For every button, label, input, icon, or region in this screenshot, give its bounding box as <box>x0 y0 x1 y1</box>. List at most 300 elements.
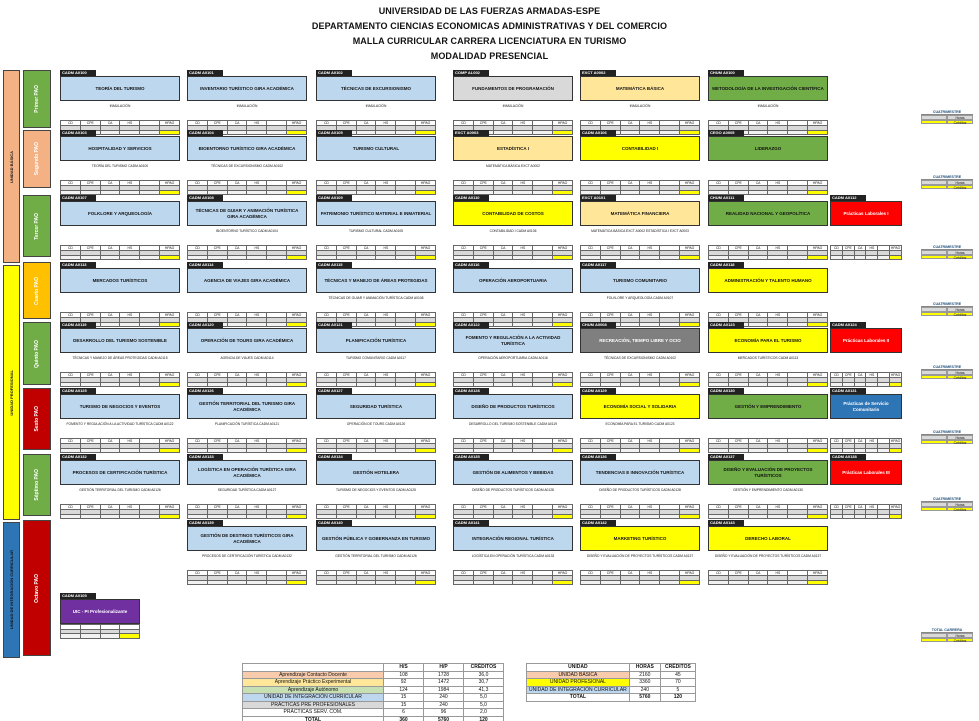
hours-header-cell: CA <box>748 246 768 251</box>
cuatrimestre-credits-row <box>921 185 973 190</box>
credits-cell <box>553 382 573 387</box>
course-prerequisite <box>830 226 902 245</box>
course-code: CEGO A0005 <box>708 130 744 136</box>
credits-cell <box>207 255 227 260</box>
hours-header-cell: HPAO <box>808 313 828 318</box>
hours-header-cell: CA <box>100 313 120 318</box>
total-carrera-box <box>921 628 973 642</box>
course-card[interactable] <box>830 322 902 387</box>
hours-header-cell: CA <box>356 181 376 186</box>
credits-cell <box>454 255 474 260</box>
summary-cell: 1728 <box>424 671 464 679</box>
credits-cell <box>188 448 208 453</box>
hours-header-cell: CPE <box>842 246 854 251</box>
course-card[interactable] <box>453 70 573 135</box>
course-name: INTEGRACIÓN REGIONAL TURÍSTICA <box>453 526 573 551</box>
credits-row <box>61 382 180 387</box>
credits-row <box>61 255 180 260</box>
credits-cell <box>473 190 493 195</box>
hours-header-cell: CD <box>61 373 81 378</box>
department-title: DEPARTAMENTO CIENCIAS ECONOMICAS ADMINISTRATIVAS Y DEL COMERCIO <box>311 21 668 31</box>
summary-cell: 1472 <box>424 679 464 687</box>
hours-header-cell: CD <box>61 439 81 444</box>
hours-header-cell: HPAO <box>808 505 828 510</box>
credits-cell <box>680 382 700 387</box>
credits-row <box>831 255 902 260</box>
course-card[interactable] <box>316 195 436 260</box>
hours-header-cell: HPAO <box>808 439 828 444</box>
credits-cell <box>80 255 100 260</box>
course-code: CADM A0110 <box>453 195 489 201</box>
credits-cell <box>356 514 376 519</box>
hours-header-cell: CPE <box>473 181 493 186</box>
credits-row <box>188 190 307 195</box>
course-card[interactable] <box>316 70 436 135</box>
hours-header-cell: CPE <box>600 373 620 378</box>
hours-table <box>453 438 573 453</box>
pao-label: Tercer PAO <box>34 212 40 240</box>
credits-cell <box>356 190 376 195</box>
course-prerequisite: OPERACIÓN DE TOURS CADM A0120 <box>346 422 406 426</box>
course-name: DERECHO LABORAL <box>708 526 828 551</box>
credits-cell <box>247 190 267 195</box>
hours-header-cell: HS <box>768 439 788 444</box>
credits-cell <box>553 190 573 195</box>
course-code: CADM A0107 <box>60 195 96 201</box>
credits-cell <box>866 448 878 453</box>
cuatrimestre-credits-row <box>921 255 973 260</box>
credits-row <box>454 190 573 195</box>
hours-header-cell: CD <box>454 373 474 378</box>
course-name: Prácticas de Servicio Comunitario <box>830 394 902 419</box>
course-card[interactable] <box>708 195 828 260</box>
hours-header-cell: HPAO <box>287 373 307 378</box>
hours-header-cell: HS <box>640 505 660 510</box>
credits-cell <box>513 190 533 195</box>
course-card[interactable] <box>453 520 573 585</box>
credits-cell <box>100 382 120 387</box>
course-card[interactable] <box>453 388 573 453</box>
credits-cell <box>493 448 513 453</box>
hours-table <box>60 372 180 387</box>
hours-header-cell: HPAO <box>416 181 436 186</box>
credits-cell <box>748 514 768 519</box>
hours-header-cell: CPE <box>80 505 100 510</box>
course-card[interactable] <box>187 195 307 260</box>
credits-cell <box>267 255 287 260</box>
credits-cell <box>396 255 416 260</box>
course-card[interactable] <box>708 388 828 453</box>
credits-cell <box>581 514 601 519</box>
credits-cell <box>120 190 140 195</box>
course-card[interactable] <box>580 195 700 260</box>
hours-header-cell: CD <box>581 571 601 576</box>
credits-cell <box>878 255 890 260</box>
course-card[interactable] <box>453 262 573 327</box>
summary-header-cell: H/P <box>424 664 464 672</box>
course-code: CADM A0134 <box>316 454 352 460</box>
course-card[interactable] <box>708 520 828 585</box>
course-card[interactable] <box>453 454 573 519</box>
credits-cell <box>854 514 866 519</box>
course-name: CONTABILIDAD DE COSTOS <box>453 201 573 226</box>
course-card[interactable] <box>580 520 700 585</box>
hours-header-cell: CA <box>493 313 513 318</box>
credits-cell <box>620 190 640 195</box>
hours-header-cell: CD <box>454 439 474 444</box>
hours-header-cell: CD <box>317 313 337 318</box>
course-card[interactable] <box>580 70 700 135</box>
hours-table <box>316 504 436 519</box>
credits-cell <box>336 580 356 585</box>
credits-row <box>188 580 307 585</box>
hours-header-cell: CA <box>356 313 376 318</box>
credits-cell <box>878 448 890 453</box>
credits-cell <box>336 448 356 453</box>
course-name: UIC - PI Profesionalizante <box>60 599 140 624</box>
course-card[interactable] <box>708 322 828 387</box>
course-prerequisite <box>708 293 828 312</box>
pao-bar <box>23 388 51 450</box>
summary-cell: UNIDAD BÁSICA <box>527 671 630 679</box>
course-card[interactable] <box>187 322 307 387</box>
credits-cell <box>788 255 808 260</box>
cuatrimestre-credits-value <box>921 375 947 380</box>
course-card[interactable] <box>60 322 180 387</box>
course-card[interactable] <box>708 262 828 327</box>
course-card[interactable] <box>830 195 902 260</box>
credits-cell <box>620 514 640 519</box>
course-code: CADM A0125 <box>60 388 96 394</box>
course-card[interactable] <box>708 130 828 195</box>
hours-header-cell: CA <box>748 571 768 576</box>
course-card[interactable] <box>316 520 436 585</box>
course-card[interactable] <box>580 388 700 453</box>
course-code: CADM A0128 <box>453 388 489 394</box>
course-prerequisite: MATEMÁTICA BÁSICA EXCT A0002 ESTADÍSTICA I EXCT A0003 <box>591 229 689 233</box>
course-card[interactable] <box>316 322 436 387</box>
hours-header-cell: HPAO <box>287 121 307 126</box>
credits-cell <box>709 255 729 260</box>
course-card[interactable] <box>453 130 573 195</box>
credits-cell <box>553 448 573 453</box>
hours-header-cell: CPE <box>473 505 493 510</box>
course-card[interactable] <box>60 454 180 519</box>
credits-cell <box>842 382 854 387</box>
credits-row <box>581 448 700 453</box>
course-prerequisite <box>708 226 828 245</box>
course-name: FOMENTO Y REGULACIÓN A LA ACTIVIDAD TURÍSTICA <box>453 328 573 353</box>
course-name: RECREACIÓN, TIEMPO LIBRE Y OCIO <box>580 328 700 353</box>
credits-cell <box>120 255 140 260</box>
hours-header-cell: CPE <box>207 505 227 510</box>
credits-cell <box>808 514 828 519</box>
credits-cell <box>513 514 533 519</box>
credits-cell <box>140 255 160 260</box>
credits-cell <box>473 382 493 387</box>
course-card[interactable] <box>580 130 700 195</box>
hours-table <box>830 438 902 453</box>
hours-header-cell: HPAO <box>160 181 180 186</box>
credits-cell <box>620 448 640 453</box>
hours-header-cell: CD <box>581 246 601 251</box>
course-prerequisite <box>830 485 902 504</box>
course-card[interactable] <box>316 388 436 453</box>
hours-header-cell: CA <box>748 373 768 378</box>
credits-cell <box>640 190 660 195</box>
course-prerequisite <box>453 293 573 312</box>
hours-table <box>60 438 180 453</box>
cuatrimestre-box <box>921 175 973 189</box>
course-name: ADMINISTRACIÓN Y TALENTO HUMANO <box>708 268 828 293</box>
hours-header-cell: CA <box>100 373 120 378</box>
course-card[interactable] <box>187 130 307 195</box>
course-name: ECONOMÍA SOCIAL Y SOLIDARIA <box>580 394 700 419</box>
hours-header-cell: HPAO <box>160 246 180 251</box>
course-card[interactable] <box>830 454 902 519</box>
course-card[interactable] <box>187 520 307 585</box>
credits-cell <box>376 514 396 519</box>
cuatrimestre-credits-row <box>921 312 973 317</box>
credits-row <box>188 255 307 260</box>
course-code: CADM A0118 <box>708 262 744 268</box>
course-name: OPERACIÓN DE TOURS GIRA ACADÉMICA <box>187 328 307 353</box>
hours-header-cell: CPE <box>207 181 227 186</box>
cuatrimestre-credits-label: Créditos <box>947 375 973 380</box>
credits-cell <box>866 514 878 519</box>
hours-table <box>453 504 573 519</box>
hours-table <box>453 570 573 585</box>
credits-cell <box>866 255 878 260</box>
hours-header-cell: CPE <box>600 181 620 186</box>
summary-cell: Aprendizaje Autónomo <box>243 686 384 694</box>
summary-row <box>527 679 696 687</box>
credits-cell <box>748 382 768 387</box>
course-code: CADM A0141 <box>453 520 489 526</box>
course-card[interactable] <box>60 70 180 135</box>
course-card[interactable] <box>60 388 180 453</box>
course-card[interactable] <box>830 388 902 453</box>
pao-bar <box>23 322 51 385</box>
credits-cell <box>188 190 208 195</box>
course-prerequisite: TÉCNICAS DE GUIAR Y ANIMACIÓN TURÍSTICA CADM A0108 <box>328 296 424 300</box>
credits-cell <box>100 514 120 519</box>
course-code: CADM A0121 <box>316 322 352 328</box>
cuatrimestre-box <box>921 302 973 316</box>
pao-label: Primer PAO <box>34 85 40 113</box>
credits-cell <box>140 190 160 195</box>
course-prerequisite: FOMENTO Y REGULACIÓN A LA ACTIVIDAD TURÍSTICA CADM A0122 <box>66 422 174 426</box>
credits-cell <box>140 448 160 453</box>
hours-header-cell: CA <box>356 571 376 576</box>
cuatrimestre-credits-label: Créditos <box>947 440 973 445</box>
uic-card[interactable] <box>60 593 140 639</box>
course-card[interactable] <box>187 388 307 453</box>
cuatrimestre-box <box>921 365 973 379</box>
hours-header-cell: CA <box>227 246 247 251</box>
hours-header-cell: CA <box>854 373 866 378</box>
summary-cell: 3360 <box>629 679 660 687</box>
course-card[interactable] <box>316 130 436 195</box>
hours-table <box>316 245 436 260</box>
credits-cell <box>188 382 208 387</box>
credits-cell <box>788 448 808 453</box>
summary-cell: PRÁCTICAS SERV. COM. <box>243 709 384 717</box>
credits-cell <box>207 382 227 387</box>
hours-header-cell: HPAO <box>808 121 828 126</box>
course-name: TURISMO COMUNITARIO <box>580 268 700 293</box>
credits-cell <box>188 514 208 519</box>
hours-header-cell: CPE <box>336 505 356 510</box>
unit-bar <box>3 70 20 263</box>
course-card[interactable] <box>453 322 573 387</box>
credits-cell <box>728 514 748 519</box>
curriculum-title: MALLA CURRICULAR CARRERA LICENCIATURA EN TURISMO <box>352 36 627 46</box>
course-card[interactable] <box>60 262 180 327</box>
hours-header-cell: HS <box>247 439 267 444</box>
unit-label: UNIDAD PROFESIONAL <box>9 369 14 416</box>
unit-label: UNIDAD BÁSICA <box>9 150 14 183</box>
hours-header-cell: CD <box>581 505 601 510</box>
course-prerequisite: INMULACIÓN <box>365 104 387 108</box>
hours-header-cell: CD <box>831 439 843 444</box>
credits-cell <box>454 190 474 195</box>
hours-header-cell: CPE <box>473 439 493 444</box>
hours-header-cell: HPAO <box>416 246 436 251</box>
credits-row <box>188 514 307 519</box>
hours-header-cell: CD <box>317 121 337 126</box>
course-prerequisite: TURISMO DE NEGOCIOS Y EVENTOS CADM A0125 <box>336 488 416 492</box>
hours-header-cell: HS <box>376 439 396 444</box>
total-credits-row <box>921 638 973 643</box>
hours-header-cell: CPE <box>842 439 854 444</box>
credits-cell <box>890 255 902 260</box>
credits-cell <box>61 448 81 453</box>
hours-table <box>708 504 828 519</box>
hours-header-cell: CA <box>854 505 866 510</box>
summary-cell: UNIDAD PROFESIONAL <box>527 679 630 687</box>
hours-header-cell: CD <box>709 505 729 510</box>
course-code: CADM A0126 <box>187 388 223 394</box>
hours-header-cell: HS <box>120 505 140 510</box>
course-name: PLANIFICACIÓN TURÍSTICA <box>316 328 436 353</box>
credits-cell <box>553 580 573 585</box>
hours-table <box>830 245 902 260</box>
course-card[interactable] <box>316 262 436 327</box>
credits-cell <box>61 190 81 195</box>
hours-header-cell: HS <box>768 571 788 576</box>
course-card[interactable] <box>187 454 307 519</box>
course-card[interactable] <box>60 130 180 195</box>
course-prerequisite: INMULACIÓN <box>502 104 524 108</box>
hours-header-cell: CA <box>356 373 376 378</box>
credits-cell <box>317 580 337 585</box>
hours-header-cell: CPE <box>600 439 620 444</box>
hours-header-cell: CA <box>493 505 513 510</box>
hours-header-cell: CA <box>748 439 768 444</box>
summary-cell: 5760 <box>424 716 464 721</box>
course-card[interactable] <box>580 454 700 519</box>
credits-cell <box>80 382 100 387</box>
course-code: CADM A0116 <box>453 262 489 268</box>
credits-row <box>317 255 436 260</box>
credits-cell <box>454 448 474 453</box>
course-prerequisite: TEORÍA DEL TURISMO CADM A0100 <box>91 164 149 168</box>
course-card[interactable] <box>187 70 307 135</box>
credits-cell <box>140 382 160 387</box>
hours-header-cell: CD <box>454 181 474 186</box>
credits-cell <box>768 382 788 387</box>
hours-table <box>60 180 180 195</box>
credits-cell <box>317 190 337 195</box>
cuatrimestre-credits-value <box>921 312 947 317</box>
summary-row <box>243 694 504 702</box>
hours-header-cell: CD <box>709 313 729 318</box>
credits-cell <box>854 382 866 387</box>
hours-header-cell: HPAO <box>416 571 436 576</box>
credits-cell <box>808 448 828 453</box>
hours-header-cell: HS <box>640 439 660 444</box>
course-card[interactable] <box>580 322 700 387</box>
summary-cell: 240 <box>629 686 660 694</box>
hours-header-cell: CPE <box>80 313 100 318</box>
summary-cell: UNIDAD DE INTEGRACIÓN CURRICULAR <box>527 686 630 694</box>
credits-row <box>581 580 700 585</box>
course-card[interactable] <box>580 262 700 327</box>
credits-cell <box>660 190 680 195</box>
course-card[interactable] <box>60 195 180 260</box>
credits-cell <box>640 514 660 519</box>
summary-row <box>527 686 696 694</box>
summary-row <box>243 686 504 694</box>
course-name: ECONOMÍA PARA EL TURISMO <box>708 328 828 353</box>
hours-header-cell: HS <box>640 246 660 251</box>
hours-table <box>708 438 828 453</box>
course-card[interactable] <box>708 454 828 519</box>
credits-cell <box>600 382 620 387</box>
cuatrimestre-hours-label: Horas <box>947 370 973 375</box>
course-code: CADM A0139 <box>187 520 223 526</box>
cuatrimestre-credits-value <box>921 507 947 512</box>
hours-header-cell: CA <box>620 439 640 444</box>
hours-header-cell: CPE <box>80 439 100 444</box>
credits-cell <box>728 190 748 195</box>
hours-header-cell: HPAO <box>416 373 436 378</box>
hours-table <box>60 245 180 260</box>
credits-cell <box>513 580 533 585</box>
hours-header-cell: CA <box>620 181 640 186</box>
hours-table <box>830 372 902 387</box>
course-card[interactable] <box>453 195 573 260</box>
cuatrimestre-title: CUATRIMESTRE <box>921 245 973 250</box>
credits-cell <box>356 255 376 260</box>
hours-header-cell: CD <box>188 505 208 510</box>
credits-cell <box>140 514 160 519</box>
course-card[interactable] <box>187 262 307 327</box>
course-card[interactable] <box>708 70 828 135</box>
credits-cell <box>493 255 513 260</box>
hours-header-cell: HS <box>376 373 396 378</box>
credits-cell <box>207 448 227 453</box>
unit-bar <box>3 522 20 658</box>
credits-cell <box>660 448 680 453</box>
hours-header-cell: CD <box>317 373 337 378</box>
hours-header-cell: HS <box>247 505 267 510</box>
credits-cell <box>247 448 267 453</box>
pao-label: Octavo PAO <box>34 573 40 603</box>
course-name: Prácticas Laborales I <box>830 201 902 226</box>
course-card[interactable] <box>316 454 436 519</box>
